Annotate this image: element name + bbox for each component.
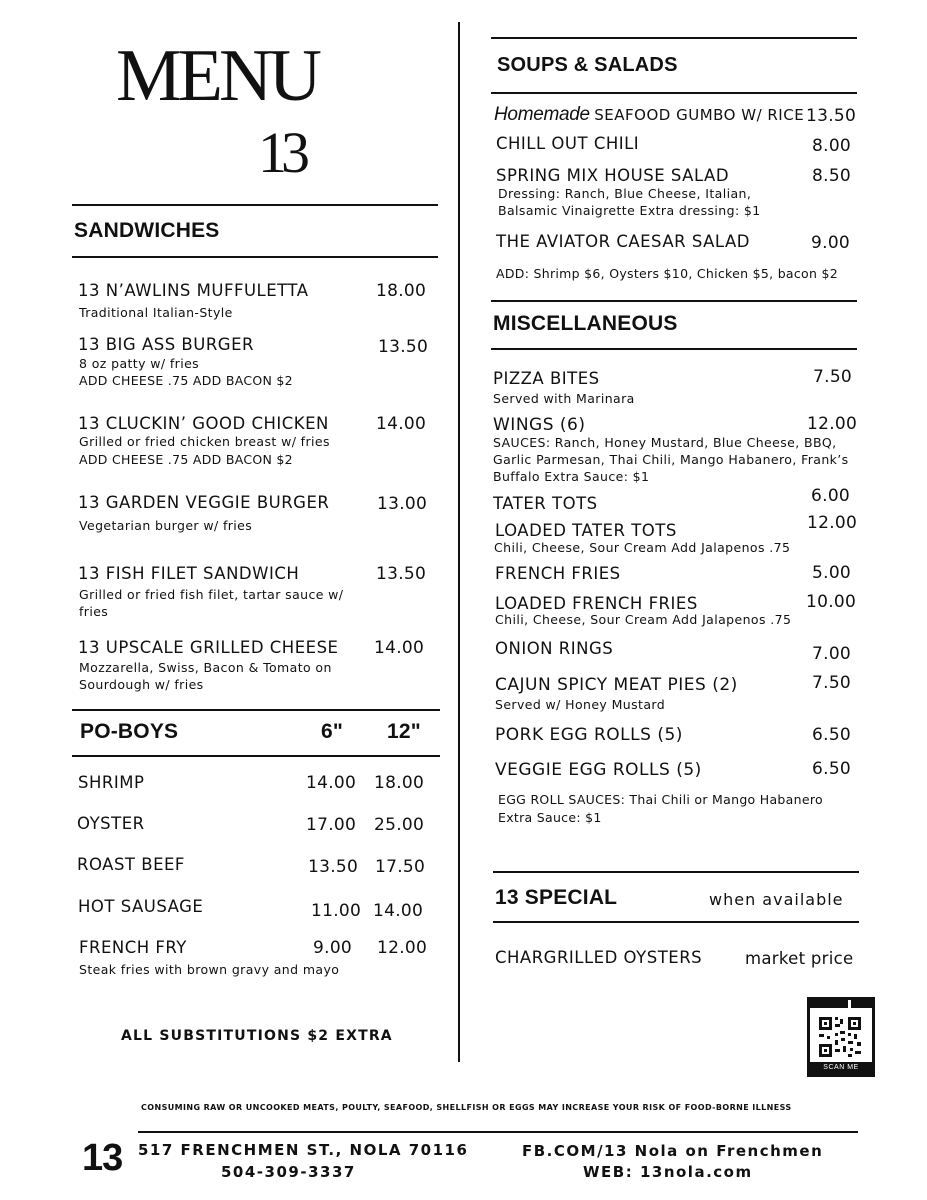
- menu-item-price: 7.50: [812, 673, 852, 693]
- menu-item-price-large: 12.00: [377, 938, 428, 958]
- menu-item-price: 6.00: [811, 486, 851, 506]
- menu-item-name: 13 GARDEN VEGGIE BURGER: [78, 493, 330, 512]
- menu-item-desc: SAUCES: Ranch, Honey Mustard, Blue Cheese, BBQ, Garlic Parmesan, Thai Chili, Mango Habanero, Frank’s Buffalo Extra Sauce: $1: [493, 435, 849, 484]
- menu-item-price: 13.50: [806, 106, 857, 126]
- menu-item-desc: Served with Marinara: [493, 391, 635, 406]
- divider: [72, 709, 440, 711]
- menu-item-desc: Steak fries with brown gravy and mayo: [79, 962, 340, 977]
- divider: [72, 204, 438, 206]
- section-heading-miscellaneous: MISCELLANEOUS: [493, 312, 678, 335]
- menu-item-price-large: 25.00: [374, 815, 425, 835]
- menu-item-price: 7.00: [812, 644, 852, 664]
- footer-logo: 13: [82, 1137, 123, 1179]
- menu-item-name: 13 N’AWLINS MUFFULETTA: [78, 281, 309, 300]
- logo-number: 13: [258, 120, 304, 185]
- menu-item-desc: Traditional Italian-Style: [79, 305, 233, 320]
- menu-item-name: CAJUN SPICY MEAT PIES (2): [495, 675, 738, 695]
- special-item-name: CHARGRILLED OYSTERS: [495, 948, 703, 967]
- menu-item-name: THE AVIATOR CAESAR SALAD: [496, 232, 750, 251]
- menu-item-name: TATER TOTS: [493, 494, 598, 513]
- footer-phone: 504-309-3337: [221, 1163, 356, 1181]
- menu-item-desc: 8 oz patty w/ fries: [79, 356, 200, 371]
- menu-item-name: CHILL OUT CHILI: [496, 134, 640, 153]
- egg-roll-sauces-note: EGG ROLL SAUCES: Thai Chili or Mango Habanero: [498, 792, 823, 807]
- column-divider: [458, 22, 460, 1062]
- section-heading-poboys: PO-BOYS: [80, 720, 179, 743]
- menu-item-price-small: 17.00: [306, 815, 357, 835]
- menu-item-price-small: 9.00: [313, 938, 353, 958]
- footer-website-link[interactable]: WEB: 13nola.com: [583, 1163, 753, 1181]
- divider: [72, 755, 440, 757]
- food-safety-disclaimer: CONSUMING RAW OR UNCOOKED MEATS, POULTY, SEAFOOD, SHELLFISH OR EGGS MAY INCREASE YOUR RISK OF FOOD-BORNE ILLNESS: [141, 1103, 792, 1112]
- footer-facebook-link[interactable]: FB.COM/13 Nola on Frenchmen: [522, 1142, 824, 1160]
- menu-item-price: 6.50: [812, 725, 852, 745]
- divider: [72, 256, 438, 258]
- menu-item-name: PORK EGG ROLLS (5): [495, 725, 683, 745]
- menu-item-name: FRENCH FRY: [79, 938, 187, 957]
- divider: [491, 300, 857, 302]
- menu-item-name: VEGGIE EGG ROLLS (5): [495, 760, 702, 780]
- menu-item-desc: Grilled or fried fish filet, tartar sauce w/ fries: [79, 587, 344, 619]
- size-label-large: 12": [387, 720, 421, 743]
- menu-item-name: SEAFOOD GUMBO W/ RICE: [594, 106, 805, 124]
- divider: [491, 92, 857, 94]
- menu-item-price-large: 18.00: [374, 773, 425, 793]
- menu-item-name: 13 FISH FILET SANDWICH: [78, 564, 300, 583]
- menu-item-price-small: 11.00: [311, 901, 362, 921]
- menu-item-price: 18.00: [376, 281, 427, 301]
- menu-item-price: 14.00: [376, 414, 427, 434]
- size-label-small: 6": [321, 720, 344, 743]
- footer-address: 517 FRENCHMEN ST., NOLA 70116: [138, 1141, 469, 1159]
- menu-item-desc: Chili, Cheese, Sour Cream Add Jalapenos .75: [495, 612, 792, 627]
- menu-item-name: ROAST BEEF: [77, 855, 185, 874]
- menu-item-name: 13 CLUCKIN’ GOOD CHICKEN: [78, 414, 329, 433]
- divider: [138, 1131, 858, 1133]
- qr-code-icon: [810, 1000, 872, 1060]
- menu-item-price: 8.00: [812, 136, 852, 156]
- menu-item-desc: Mozzarella, Swiss, Bacon & Tomato on Sourdough w/ fries: [79, 660, 332, 692]
- menu-item-price: 8.50: [812, 166, 852, 186]
- menu-item-name: SPRING MIX HOUSE SALAD: [496, 166, 730, 185]
- menu-item-desc: Chili, Cheese, Sour Cream Add Jalapenos .75: [494, 540, 791, 555]
- menu-item-price: 6.50: [812, 759, 852, 779]
- divider: [491, 348, 857, 350]
- qr-code[interactable]: [807, 997, 875, 1077]
- menu-item-price-large: 14.00: [373, 901, 424, 921]
- menu-item-price: 10.00: [806, 592, 857, 612]
- menu-item-name: OYSTER: [77, 814, 145, 833]
- menu-item-name: PIZZA BITES: [493, 369, 600, 388]
- qr-scan-label: SCAN ME: [810, 1062, 872, 1074]
- special-availability: when available: [709, 890, 844, 909]
- menu-item-name: SHRIMP: [78, 773, 145, 792]
- menu-item-price: 5.00: [812, 563, 852, 583]
- divider: [493, 871, 859, 873]
- menu-item-price: 13.50: [378, 337, 429, 357]
- menu-item-name: 13 BIG ASS BURGER: [78, 335, 254, 354]
- divider: [493, 921, 859, 923]
- menu-item-price-small: 13.50: [308, 857, 359, 877]
- menu-item-price: 12.00: [807, 513, 858, 533]
- menu-item-price: 13.50: [376, 564, 427, 584]
- menu-item-desc: Grilled or fried chicken breast w/ fries: [79, 434, 330, 449]
- menu-item-name: HOT SAUSAGE: [78, 897, 204, 916]
- menu-title: MENU: [116, 35, 318, 117]
- menu-item-desc: Dressing: Ranch, Blue Cheese, Italian, Balsamic Vinaigrette Extra dressing: $1: [498, 186, 761, 218]
- section-heading-soups-salads: SOUPS & SALADS: [497, 54, 678, 76]
- menu-item-gumbo: [494, 104, 804, 126]
- section-heading-special: 13 SPECIAL: [495, 886, 618, 909]
- menu-item-price: 7.50: [813, 367, 853, 387]
- menu-item-name: WINGS (6): [493, 415, 586, 435]
- menu-item-price-small: 14.00: [306, 773, 357, 793]
- section-heading-sandwiches: SANDWICHES: [74, 219, 220, 242]
- menu-item-desc: Served w/ Honey Mustard: [495, 697, 666, 712]
- menu-item-price-large: 17.50: [375, 857, 426, 877]
- special-item-price: market price: [745, 949, 854, 968]
- menu-item-name: LOADED TATER TOTS: [495, 521, 677, 540]
- menu-item-desc: Vegetarian burger w/ fries: [79, 518, 253, 533]
- menu-item-name: 13 UPSCALE GRILLED CHEESE: [78, 638, 339, 657]
- menu-item-price: 13.00: [377, 494, 428, 514]
- divider: [491, 37, 857, 39]
- menu-item-price: 9.00: [811, 233, 851, 253]
- add-ons-note: ADD: Shrimp $6, Oysters $10, Chicken $5, bacon $2: [496, 266, 839, 281]
- egg-roll-extra-note: Extra Sauce: $1: [498, 810, 602, 825]
- menu-item-price: 12.00: [807, 414, 858, 434]
- menu-item-addon: ADD CHEESE .75 ADD BACON $2: [79, 373, 293, 388]
- menu-item-addon: ADD CHEESE .75 ADD BACON $2: [79, 452, 293, 467]
- substitutions-note: ALL SUBSTITUTIONS $2 EXTRA: [121, 1028, 393, 1044]
- menu-item-price: 14.00: [374, 638, 425, 658]
- menu-item-name: LOADED FRENCH FRIES: [495, 594, 698, 613]
- menu-item-name: ONION RINGS: [495, 639, 614, 658]
- gumbo-prefix: Homemade: [494, 104, 590, 125]
- menu-item-name: FRENCH FRIES: [495, 564, 621, 583]
